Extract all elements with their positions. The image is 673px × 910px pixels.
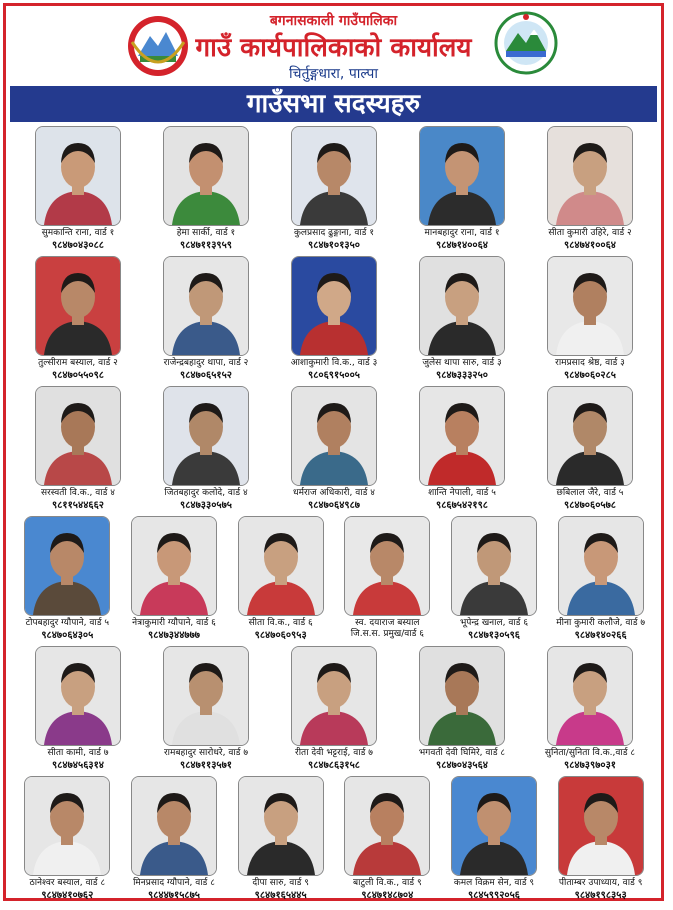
member-card xyxy=(18,256,138,382)
member-photo xyxy=(558,776,644,876)
office-title: गाउँ कार्यपालिकाको कार्यालय xyxy=(195,33,472,63)
member-card xyxy=(221,516,341,642)
member-name: टोपबहादुर ग्यौपाने, वार्ड ५ xyxy=(25,618,110,628)
member-card xyxy=(146,126,266,252)
member-photo xyxy=(344,776,430,876)
member-photo xyxy=(291,646,377,746)
member-name: जुलेस थापा सारु, वार्ड ३ xyxy=(422,358,502,368)
member-card xyxy=(114,516,234,642)
member-photo xyxy=(131,776,217,876)
member-photo xyxy=(238,776,324,876)
member-phone: ९८६७५४२१९८ xyxy=(436,500,488,511)
member-name: सुनिता/सुनिता वि.क.,वार्ड ८ xyxy=(544,748,636,758)
member-phone: ९८४५९९२०५६ xyxy=(468,890,520,901)
member-name: दीपा सारु, वार्ड ९ xyxy=(252,878,309,888)
member-name: बाटुली वि.क., वार्ड ९ xyxy=(352,878,422,888)
member-phone: ९८४७८६३१५८ xyxy=(308,760,360,771)
member-photo xyxy=(35,386,121,486)
member-photo xyxy=(35,256,121,356)
member-name: मिनप्रसाद ग्यौपाने, वार्ड ८ xyxy=(133,878,215,888)
member-phone: ९८४७३३३२५० xyxy=(436,370,488,381)
member-name: छबिलाल जैरे, वार्ड ५ xyxy=(556,488,624,498)
member-phone: ९८४७०६०२८५ xyxy=(564,370,616,381)
member-phone: ९८४७१६५४४५ xyxy=(254,890,307,901)
municipality-logo-icon xyxy=(494,11,558,75)
member-name: नेत्राकुमारी ग्यौपाने, वार्ड ६ xyxy=(132,618,216,628)
member-card xyxy=(530,256,650,382)
member-photo xyxy=(163,126,249,226)
header xyxy=(6,6,661,86)
member-phone: ९८४७०६०९५३ xyxy=(254,630,307,641)
member-card xyxy=(114,776,234,902)
member-photo xyxy=(163,386,249,486)
member-card xyxy=(18,126,138,252)
member-name: राजेन्द्रबहादुर थापा, वार्ड २ xyxy=(163,358,249,368)
member-phone: ९८४७१९८३५३ xyxy=(574,890,627,901)
member-photo xyxy=(547,646,633,746)
member-name: धर्मराज अधिकारी, वार्ड ४ xyxy=(293,488,375,498)
member-phone: ९८४७०५५०९८ xyxy=(52,370,104,381)
member-phone: ९८४७११३५७१ xyxy=(180,760,232,771)
member-photo xyxy=(163,646,249,746)
member-photo xyxy=(35,646,121,746)
member-card xyxy=(402,386,522,512)
member-phone: ९८४७१३०५९६ xyxy=(468,630,520,641)
office-location: चिर्तुङ्गधारा, पाल्पा xyxy=(288,66,378,82)
member-card xyxy=(402,256,522,382)
member-photo xyxy=(24,516,110,616)
member-phone: ९८४७०६४३०५ xyxy=(41,630,94,641)
member-name: ठानेश्वर बस्याल, वार्ड ८ xyxy=(29,878,106,888)
member-phone: ९८४७०६४९८७ xyxy=(308,500,360,511)
member-photo xyxy=(238,516,324,616)
member-name: भगवती देवी घिमिरे, वार्ड ८ xyxy=(418,748,506,758)
member-photo xyxy=(163,256,249,356)
member-name: रीता देवी भट्टराई, वार्ड ७ xyxy=(295,748,373,758)
member-phone: ९८४७०४३५६४ xyxy=(436,760,488,771)
member-card xyxy=(274,256,394,382)
member-name: तुल्सीराम बस्याल, वार्ड २ xyxy=(38,358,118,368)
page-frame xyxy=(3,3,664,901)
member-name: मानबहादुर राना, वार्ड १ xyxy=(424,228,500,238)
member-name: मीना कुमारी कलौजे, वार्ड ७ xyxy=(556,618,646,628)
member-name: सीता वि.क., वार्ड ६ xyxy=(248,618,313,628)
member-name: भूपेन्द्र खनाल, वार्ड ६ xyxy=(459,618,529,628)
member-card xyxy=(274,646,394,772)
member-name: जितबहादुर कलोदे, वार्ड ४ xyxy=(164,488,248,498)
member-phone: ९८४७१०१३५० xyxy=(308,240,360,251)
member-card xyxy=(18,646,138,772)
members-banner: गाउँसभा सदस्यहरु xyxy=(10,86,657,122)
member-card xyxy=(146,646,266,772)
member-name: स्व. दयाराज बस्याल xyxy=(355,618,420,628)
member-phone: ९८४४७१५८७५ xyxy=(148,890,200,901)
member-card xyxy=(7,776,127,902)
member-photo xyxy=(419,646,505,746)
member-photo xyxy=(24,776,110,876)
member-phone: ९८४७१४००६४ xyxy=(436,240,488,251)
member-photo xyxy=(419,386,505,486)
member-card xyxy=(327,776,447,902)
member-photo xyxy=(419,256,505,356)
member-card xyxy=(541,516,661,642)
member-card xyxy=(221,776,341,902)
member-name: रामबहादुर सारोधरे, वार्ड ७ xyxy=(163,748,249,758)
member-card xyxy=(7,516,127,642)
member-name: सुमकान्ति राना, वार्ड १ xyxy=(41,228,115,238)
member-phone: ९८४७११३९५९ xyxy=(180,240,232,251)
member-photo xyxy=(131,516,217,616)
member-name: पीताम्बर उपाध्याय, वार्ड ९ xyxy=(558,878,643,888)
member-phone: ९८४७४१०७६२ xyxy=(41,890,94,901)
member-photo xyxy=(547,126,633,226)
member-card xyxy=(146,386,266,512)
member-photo xyxy=(558,516,644,616)
member-name: कुलप्रसाद ढुङ्गाना, वार्ड १ xyxy=(293,228,375,238)
member-phone: ९८४७३९७०३१ xyxy=(564,760,616,771)
member-card xyxy=(327,516,447,640)
member-phone: ९८४७३३०५७५ xyxy=(180,500,232,511)
member-card xyxy=(434,776,554,902)
member-photo xyxy=(291,256,377,356)
member-photo xyxy=(547,256,633,356)
member-name: कमल विक्रम सेन, वार्ड ९ xyxy=(453,878,535,888)
member-card xyxy=(530,126,650,252)
member-name: रामप्रसाद श्रेष्ठ, वार्ड ३ xyxy=(555,358,625,368)
member-phone: ९८४७०४३०८८ xyxy=(52,240,104,251)
member-photo xyxy=(451,776,537,876)
member-phone: ९८४७१४८७०४ xyxy=(361,890,414,901)
member-name: सीता कुमारी उहिरे, वार्ड २ xyxy=(548,228,632,238)
member-card xyxy=(530,386,650,512)
member-card xyxy=(146,256,266,382)
member-phone: ९८४७०६०५७८ xyxy=(564,500,616,511)
member-card xyxy=(274,386,394,512)
member-card xyxy=(530,646,650,772)
member-name: सीता कामी, वार्ड ७ xyxy=(47,748,109,758)
member-phone: ९८०६९१५००५ xyxy=(308,370,360,381)
member-photo xyxy=(291,126,377,226)
member-photo xyxy=(419,126,505,226)
member-photo xyxy=(547,386,633,486)
member-phone: ९८४७४१००६४ xyxy=(564,240,616,251)
member-phone: ९८४७३४४७७७ xyxy=(148,630,200,641)
member-phone: ९८४७०६५१५२ xyxy=(180,370,232,381)
member-title: जि.स.स. प्रमुख/वार्ड ६ xyxy=(350,629,424,639)
municipality-name: बगनासकाली गाउँपालिका xyxy=(269,13,398,29)
member-phone: ९८४७१४०२६६ xyxy=(574,630,627,641)
member-photo xyxy=(344,516,430,616)
member-phone: ९८११५४४६६२ xyxy=(52,500,104,511)
member-card xyxy=(402,126,522,252)
member-card xyxy=(18,386,138,512)
member-card xyxy=(541,776,661,902)
member-card xyxy=(434,516,554,642)
member-photo xyxy=(291,386,377,486)
member-name: आशाकुमारी वि.क., वार्ड ३ xyxy=(290,358,378,368)
member-name: हेमा सार्की, वार्ड १ xyxy=(176,228,236,238)
member-name: सरस्वती वि.क., वार्ड ४ xyxy=(41,488,115,498)
member-phone: ९८४७४५६३१४ xyxy=(52,760,104,771)
member-card xyxy=(274,126,394,252)
member-name: शान्ति नेपाली, वार्ड ५ xyxy=(428,488,496,498)
member-photo xyxy=(451,516,537,616)
member-photo xyxy=(35,126,121,226)
member-card xyxy=(402,646,522,772)
